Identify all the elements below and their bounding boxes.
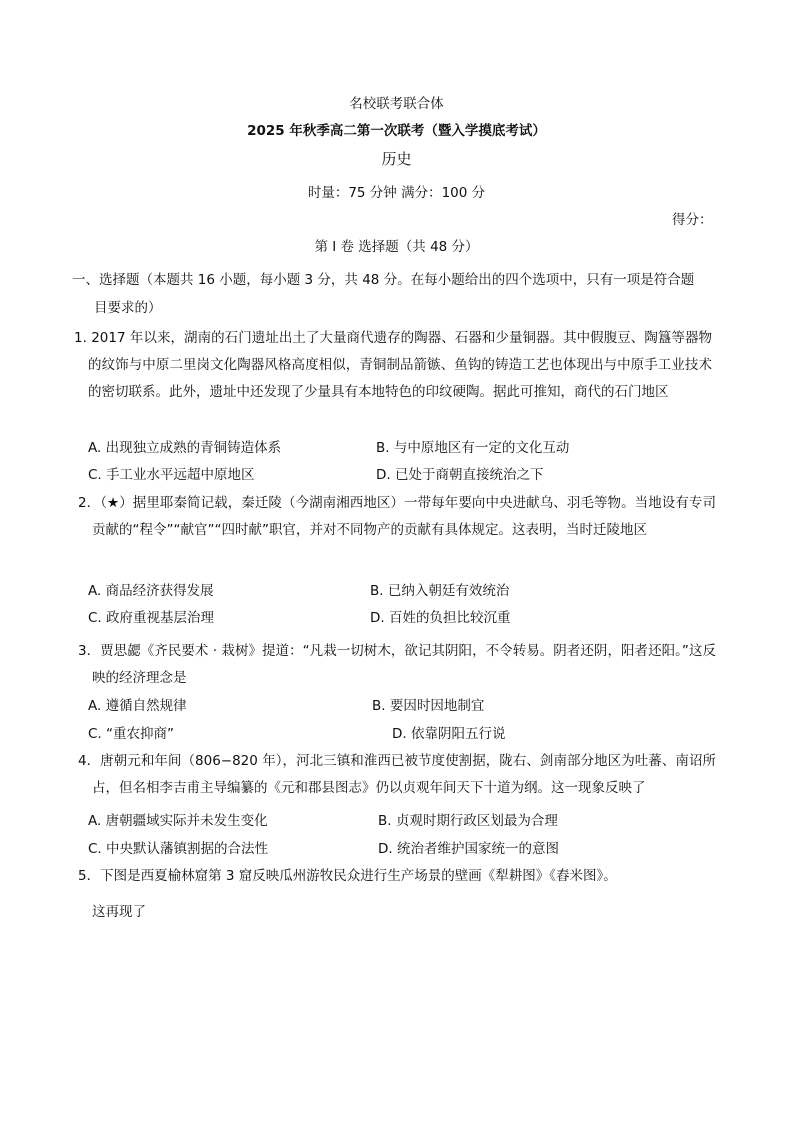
question-4-option-a: A. 唐朝疆域实际并未发生变化 [88,813,268,829]
question-1-stem: 1. 2017 年以来，湖南的石门遗址出土了大量商代遗存的陶器、石器和少量铜器。其中假腹豆、陶簋等器物的纹饰与中原二里岗文化陶器风格高度相似，青铜制品箭镞、鱼钩的铸造工艺也体现出与中原手工业技术的密切联系。此外，遗址中还发现了少量具有本地特色的印纹硬陶。据此可推知，商代的石门地区 [74,330,712,400]
question-1-option-c: C. 手工业水平远超中原地区 [88,467,255,483]
question-1-option-d: D. 已处于商朝直接统治之下 [376,467,544,483]
question-2-option-d: D. 百姓的负担比较沉重 [370,610,511,626]
question-1-option-a: A. 出现独立成熟的青铜铸造体系 [88,440,282,456]
question-2-stem: 2．（★）据里耶秦简记载，秦迁陵（今湖南湘西地区）一带每年要向中央进献乌、羽毛等物。当地设有专司贡献的“程令”“献官”“四时献”职官，并对不同物产的贡献有具体规定。这表明，当时迁陵地区 [78,495,716,538]
question-3-option-d: D. 依靠阴阳五行说 [392,726,506,742]
question-3-option-a: A. 遵循自然规律 [88,698,187,714]
score-label: 得分： [672,212,713,228]
question-1-option-b: B. 与中原地区有一定的文化互动 [376,440,570,456]
section-instruction-line2: 目要求的） [94,300,162,316]
time-info: 时量：75 分钟 满分：100 分 [307,185,486,201]
org-title: 名校联考联合体 [349,96,444,112]
question-4-stem: 4．唐朝元和年间（806−820 年），河北三镇和淮西已被节度使割据，陇右、剑南部分地区为吐蕃、南诏所占，但名相李吉甫主导编纂的《元和郡县图志》仍以贞观年间天下十道为纲。这一现象反映了 [78,753,716,796]
question-3-stem: 3．贾思勰《齐民要术 · 栽树》提道：“凡栽一切树木，欲记其阴阳，不令转易。阴者还阴，阳者还阳。”这反映的经济理念是 [78,643,716,686]
question-2-option-a: A. 商品经济获得发展 [88,583,214,599]
question-4-option-b: B. 贞观时期行政区划最为合理 [378,813,558,829]
question-2-option-c: C. 政府重视基层治理 [88,610,215,626]
question-2-option-b: B. 已纳入朝廷有效统治 [370,583,510,599]
section-instruction-line1: 一、选择题（本题共 16 小题，每小题 3 分，共 48 分。在每小题给出的四个选项中，只有一项是符合题 [72,272,695,288]
question-5-stem: 5．下图是西夏榆林窟第 3 窟反映瓜州游牧民众进行生产场景的壁画《犁耕图》《舂米图》。 [78,868,617,884]
question-4-option-c: C. 中央默认藩镇割据的合法性 [88,841,269,857]
section-title: 第 I 卷 选择题（共 48 分） [314,239,479,255]
question-5-continuation: 这再现了 [92,904,146,920]
question-3-option-c: C. “重农抑商” [88,726,174,742]
question-4-option-d: D. 统治者维护国家统一的意图 [378,841,559,857]
exam-title: 2025 年秋季高二第一次联考（暨入学摸底考试） [247,123,546,139]
subject-title: 历史 [381,150,412,168]
question-3-option-b: B. 要因时因地制宜 [372,698,485,714]
